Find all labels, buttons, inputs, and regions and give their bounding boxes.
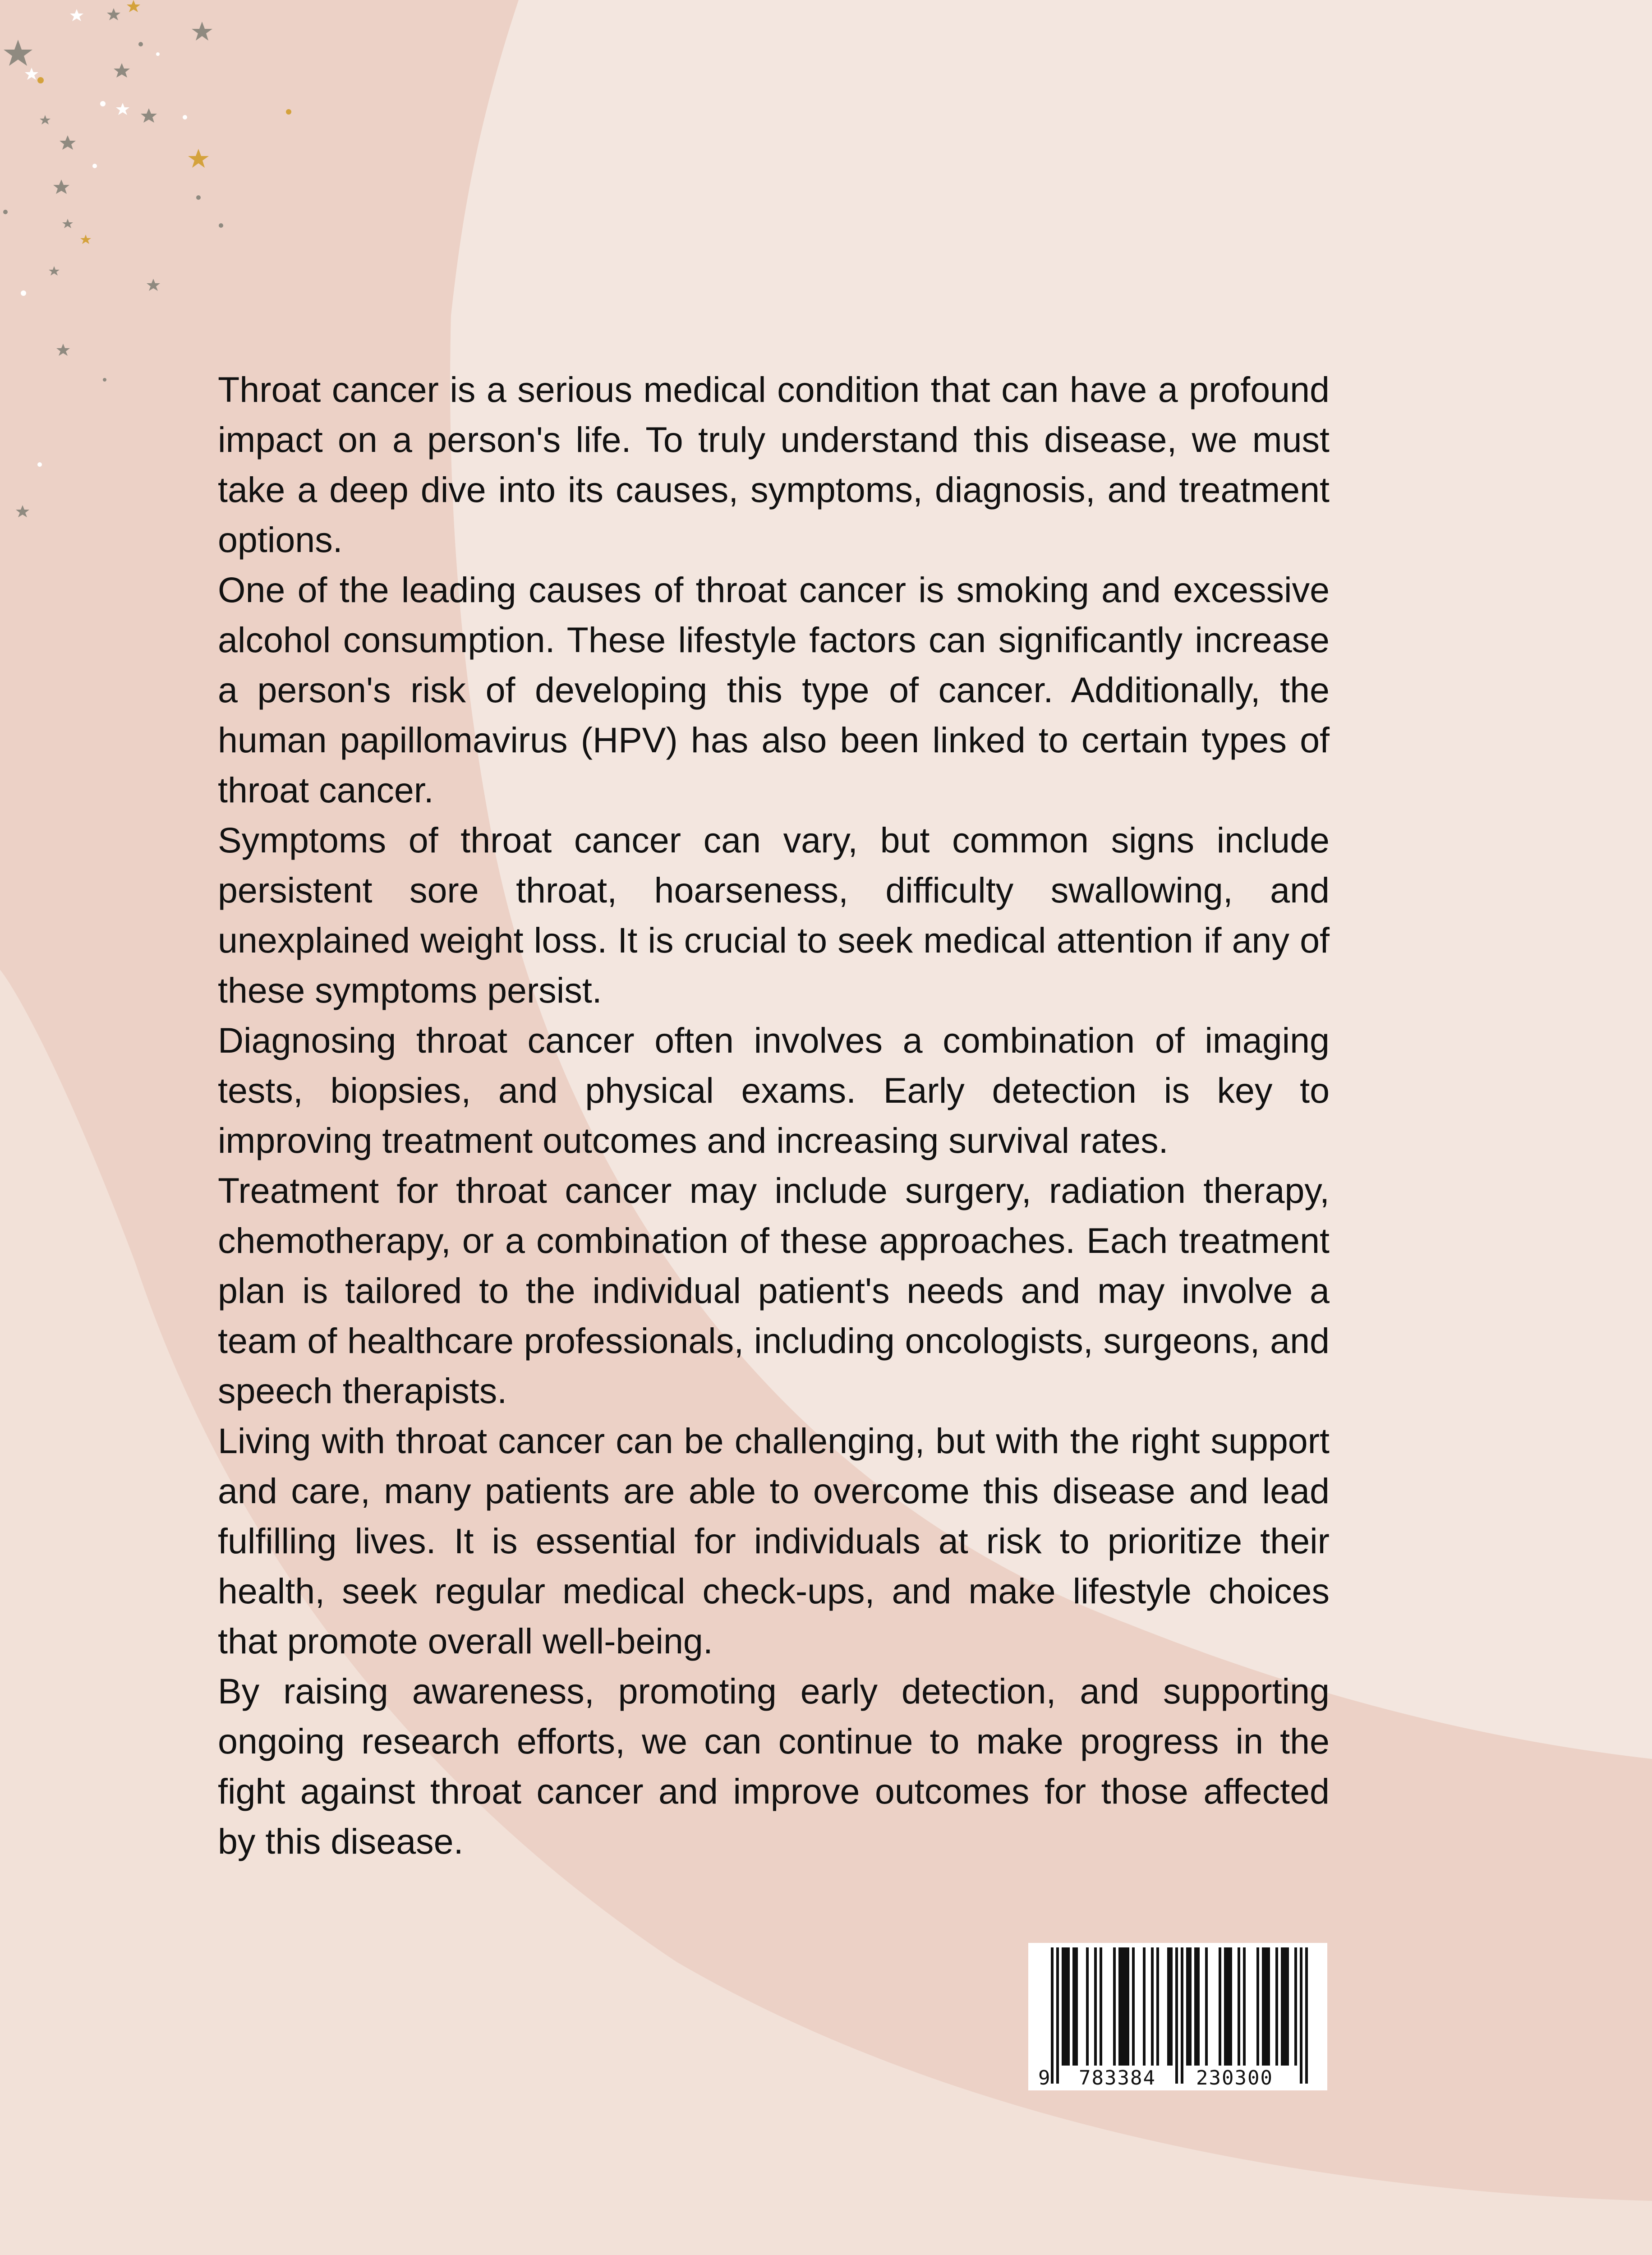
- star-dot: [156, 52, 160, 56]
- barcode-bar: [1284, 1947, 1286, 2066]
- blurb-paragraph-7: By raising awareness, promoting early detection, and supporting ongoing research efforts, we can continue to make progress in the fight against throat cancer and improve outcomes for those affected by this disease.: [218, 1671, 1330, 1861]
- barcode-bar: [1219, 1947, 1221, 2066]
- barcode-bar: [1238, 1947, 1240, 2066]
- barcode-bar: [1170, 1947, 1173, 2066]
- barcode-left-digits: 783384: [1079, 2066, 1156, 2089]
- barcode-bar: [1127, 1947, 1129, 2066]
- barcode-guard-bar: [1056, 1947, 1059, 2084]
- barcode-bar: [1118, 1947, 1121, 2066]
- star-dot: [286, 109, 291, 115]
- barcode-bar: [1262, 1947, 1265, 2066]
- barcode-bar: [1151, 1947, 1154, 2066]
- barcode-bars: [1028, 1943, 1327, 2090]
- barcode-bar: [1072, 1947, 1075, 2066]
- barcode-guard-bar: [1175, 1947, 1178, 2084]
- barcode-bar: [1113, 1947, 1116, 2066]
- barcode-bar: [1265, 1947, 1267, 2066]
- barcode-bar: [1189, 1947, 1192, 2066]
- barcode-bar: [1194, 1947, 1197, 2066]
- barcode-guard-bar: [1051, 1947, 1054, 2084]
- barcode-bar: [1086, 1947, 1089, 2066]
- star-dot: [37, 77, 44, 83]
- star-dot: [219, 223, 223, 228]
- barcode-guard-bar: [1181, 1947, 1183, 2084]
- star-dot: [183, 115, 187, 120]
- star-dot: [138, 42, 143, 46]
- barcode-bar: [1075, 1947, 1078, 2066]
- barcode-bar: [1124, 1947, 1127, 2066]
- isbn-barcode: [1028, 1943, 1327, 2090]
- barcode-bar: [1067, 1947, 1070, 2066]
- barcode-bar: [1227, 1947, 1229, 2066]
- barcode-guard-bar: [1305, 1947, 1308, 2084]
- barcode-bar: [1205, 1947, 1208, 2066]
- barcode-bar: [1167, 1947, 1170, 2066]
- blurb-paragraph-2: One of the leading causes of throat cancer is smoking and excessive alcohol consumption. These lifestyle factors can significantly increase a person's risk of developing this type of cancer. Additionally, the human papillomavirus (HPV) has also been linked to certain types of throat cancer.: [218, 570, 1330, 810]
- barcode-bar: [1143, 1947, 1146, 2066]
- barcode-bar: [1267, 1947, 1270, 2066]
- star-dot: [196, 195, 201, 200]
- barcode-guard-bar: [1300, 1947, 1302, 2084]
- barcode-bar: [1256, 1947, 1259, 2066]
- barcode-bar: [1186, 1947, 1189, 2066]
- barcode-prefix-digit: 9: [1038, 2066, 1051, 2089]
- blurb-paragraph-4: Diagnosing throat cancer often involves a combination of imaging tests, biopsies, and physical exams. Early detection is key to improving treatment outcomes and increasing survival rates.: [218, 1020, 1330, 1160]
- barcode-bar: [1281, 1947, 1284, 2066]
- star-dot: [3, 210, 8, 214]
- barcode-bar: [1294, 1947, 1297, 2066]
- blurb-paragraph-1: Throat cancer is a serious medical condition that can have a profound impact on a person's life. To truly understand this disease, we must take a deep dive into its causes, symptoms, diagnosis, and treatment options.: [218, 369, 1330, 560]
- star-dot: [100, 101, 106, 106]
- blurb-paragraph-3: Symptoms of throat cancer can vary, but common signs include persistent sore throat, hoarseness, difficulty swallowing, and unexplained weight loss. It is crucial to seek medical attention if any of these symptoms persist.: [218, 820, 1330, 1010]
- star-dot: [103, 378, 106, 382]
- back-cover-blurb: [218, 364, 1330, 1866]
- barcode-bar: [1094, 1947, 1097, 2066]
- blurb-paragraph-5: Treatment for throat cancer may include surgery, radiation therapy, chemotherapy, or a combination of these approaches. Each treatment plan is tailored to the individual patient's needs and may involve a team of healthcare professionals, including oncologists, surgeons, and speech therapists.: [218, 1170, 1330, 1411]
- barcode-bar: [1064, 1947, 1067, 2066]
- barcode-bar: [1156, 1947, 1159, 2066]
- star-dot: [92, 164, 97, 168]
- barcode-bar: [1100, 1947, 1102, 2066]
- barcode-bar: [1229, 1947, 1232, 2066]
- barcode-bar: [1243, 1947, 1246, 2066]
- barcode-bar: [1197, 1947, 1200, 2066]
- barcode-bar: [1275, 1947, 1278, 2066]
- barcode-right-digits: 230300: [1196, 2066, 1273, 2089]
- star-dot: [37, 462, 42, 467]
- blurb-paragraph-6: Living with throat cancer can be challenging, but with the right support and care, many patients are able to overcome this disease and lead fulfilling lives. It is essential for individuals at risk to prioritize their health, seek regular medical check-ups, and make lifestyle choices that promote overall well-being.: [218, 1421, 1330, 1661]
- barcode-bar: [1132, 1947, 1135, 2066]
- barcode-bar: [1121, 1947, 1124, 2066]
- barcode-bar: [1224, 1947, 1227, 2066]
- barcode-bar: [1062, 1947, 1064, 2066]
- star-dot: [21, 290, 26, 296]
- barcode-bar: [1286, 1947, 1289, 2066]
